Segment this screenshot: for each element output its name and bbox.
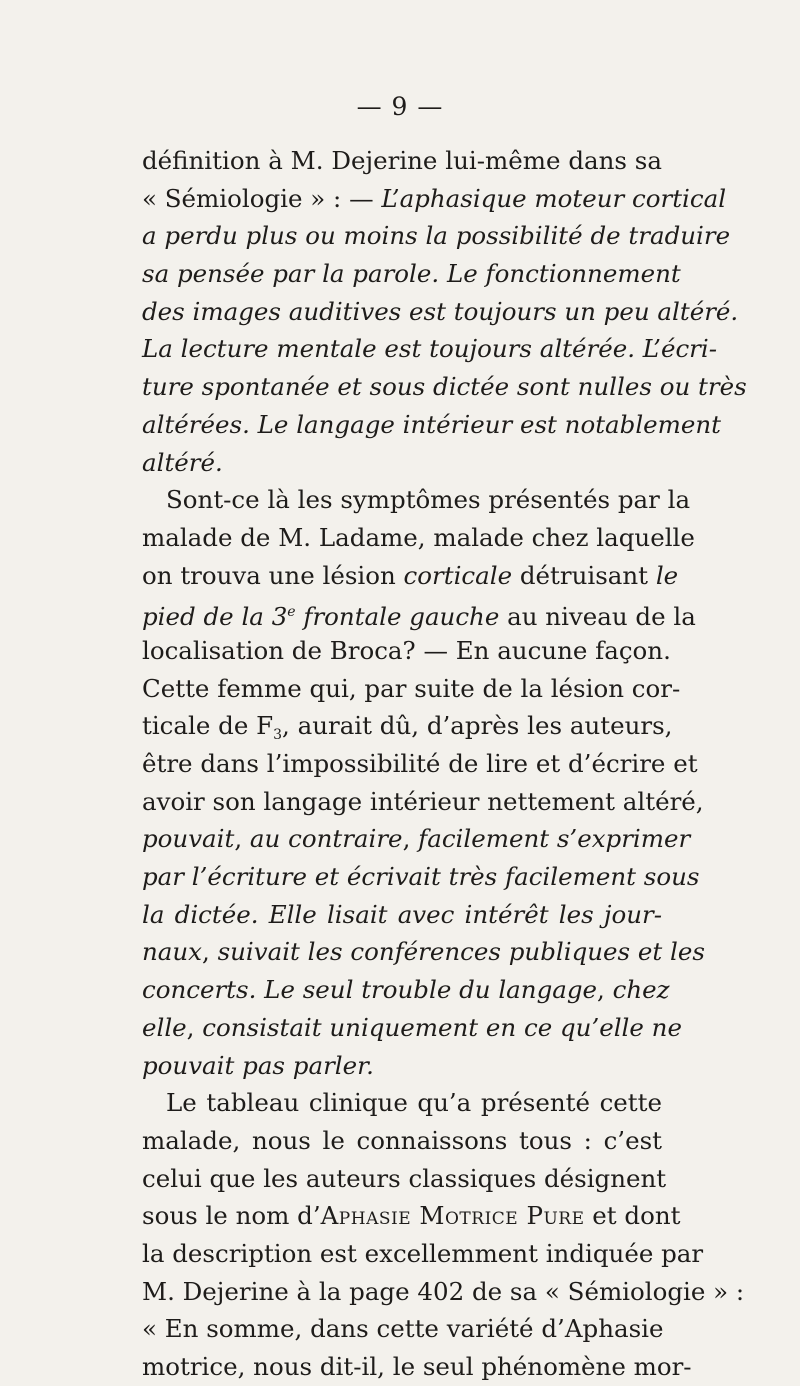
text-line: Cette femme qui, par suite de la lésion cor- (142, 673, 681, 703)
text-line: celui que les auteurs classiques désignent (142, 1163, 667, 1193)
text-line: avoir son langage intérieur nettement altéré, (142, 786, 704, 816)
text-line: altéré. (142, 447, 223, 477)
text-line: « Sémiologie » : — L’aphasique moteur cortical (142, 183, 727, 213)
text-line: sous le nom d’Aphasie Motrice Pure et dont (142, 1201, 681, 1231)
text-line: localisation de Broca? — En aucune façon. (142, 635, 671, 665)
text-line: ticale de $F_3$, aurait dû, d’après les auteurs, (142, 711, 673, 744)
text-line: La lecture mentale est toujours altérée. L’écri- (142, 334, 718, 364)
page-number: — 9 — (356, 92, 444, 121)
text-line: ture spontanée et sous dictée sont nulles ou très (142, 372, 747, 402)
text-line: elle, consistait uniquement en ce qu’elle ne (142, 1012, 682, 1042)
text-line: pouvait, au contraire, facilement s’exprimer (142, 824, 691, 854)
text-line: on trouva une lésion corticale détruisant le (142, 560, 679, 590)
text-line: sa pensée par la parole. Le fonctionnement (142, 259, 681, 289)
text-line: a perdu plus ou moins la possibilité de traduire (142, 221, 731, 251)
text-line: être dans l’impossibilité de lire et d’écrire et (142, 749, 698, 778)
text-line: Le tableau clinique qu’a présenté cette (166, 1088, 662, 1118)
text-line: malade de M. Ladame, malade chez laquelle (142, 522, 695, 552)
text-line: motrice, nous dit-il, le seul phénomène mor- (142, 1352, 692, 1381)
text-line: malade, nous le connaissons tous : c’est (142, 1125, 662, 1155)
text-line: Sont-ce là les symptômes présentés par la (166, 485, 691, 515)
text-line: pied de la 3e frontale gauche au niveau de la (142, 602, 696, 632)
body-text (142, 142, 747, 1386)
small-caps-term: Aphasie Motrice Pure (320, 1201, 585, 1231)
text-line: la dictée. Elle lisait avec intérêt les jour- (142, 899, 662, 929)
text-line: par l’écriture et écrivait très facilement sous (142, 862, 700, 892)
text-line: des images auditives est toujours un peu altéré. (142, 296, 739, 326)
text-line: altérées. Le langage intérieur est notablement (142, 409, 722, 439)
text-line: naux, suivait les conférences publiques et les (142, 937, 705, 967)
text-line: la description est excellemment indiquée par (142, 1238, 704, 1268)
text-line: M. Dejerine à la page 402 de sa « Sémiologie » : (142, 1276, 745, 1306)
text-line: concerts. Le seul trouble du langage, chez (142, 975, 670, 1005)
text-line: « En somme, dans cette variété d’Aphasie (142, 1314, 664, 1344)
text-line: pouvait pas parler. (142, 1050, 374, 1080)
text-line: définition à M. Dejerine lui-même dans sa (142, 146, 662, 175)
